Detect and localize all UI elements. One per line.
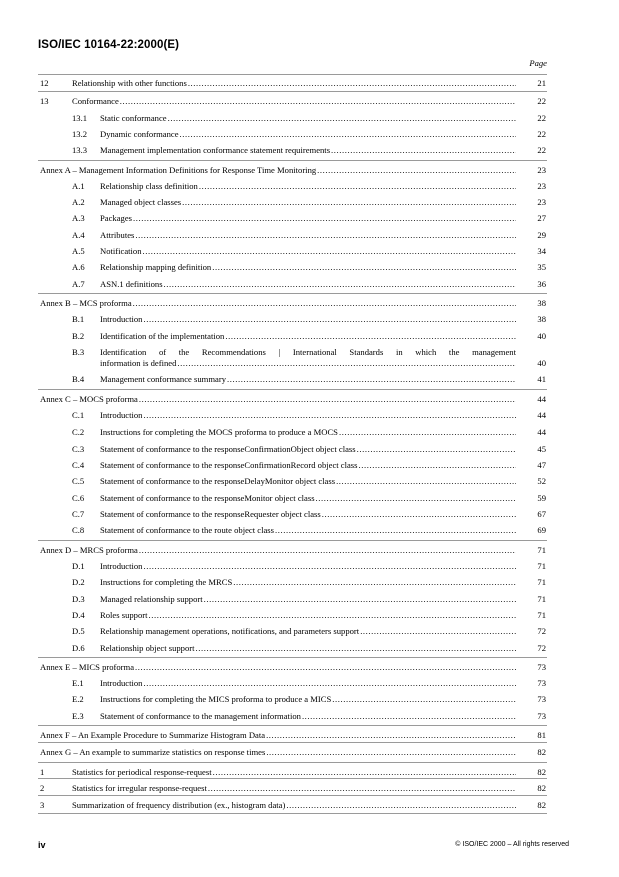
toc-entry-title: Introduction [100, 678, 143, 688]
toc-entry-page: 40 [537, 331, 546, 341]
toc-entry-page: 67 [537, 509, 546, 519]
toc-entry[interactable] [0, 246, 619, 257]
toc-entry-page: 71 [537, 610, 546, 620]
toc-entry[interactable] [0, 476, 619, 487]
dot-leader [164, 279, 516, 290]
toc-entry[interactable] [0, 145, 619, 156]
toc-entry-title: ASN.1 definitions [100, 279, 163, 289]
dot-leader [359, 460, 517, 471]
toc-entry[interactable] [0, 783, 619, 794]
dot-leader [143, 561, 516, 572]
toc-entry-page: 23 [537, 181, 546, 191]
toc-entry-title: Instructions for completing the MOCS proforma to produce a MOCS [100, 427, 338, 437]
toc-entry[interactable] [0, 678, 619, 689]
toc-entry-number: B.3 [72, 347, 85, 357]
section-divider [38, 74, 547, 75]
toc-entry-title: Relationship class definition [100, 181, 198, 191]
toc-entry-page: 44 [537, 410, 546, 420]
toc-entry-number: 13.3 [72, 145, 88, 155]
toc-entry[interactable] [0, 444, 619, 455]
toc-entry[interactable] [0, 374, 619, 385]
toc-entry-title: Statement of conformance to the route object class [100, 525, 274, 535]
page-column-label: Page [529, 58, 547, 68]
toc-entry-number: D.4 [72, 610, 85, 620]
toc-entry-page: 27 [537, 213, 546, 223]
toc-entry-page: 73 [537, 694, 546, 704]
dot-leader [286, 800, 516, 811]
toc-entry-number: A.6 [72, 262, 85, 272]
toc-entry-number: C.5 [72, 476, 85, 486]
toc-entry[interactable] [0, 129, 619, 140]
toc-entry[interactable] [0, 767, 619, 778]
toc-entry-title: Management implementation conformance statement requirements [100, 145, 331, 155]
section-divider [38, 657, 547, 658]
toc-entry[interactable] [0, 545, 619, 556]
section-divider [38, 160, 547, 161]
toc-entry[interactable] [0, 96, 619, 107]
toc-entry-page: 38 [537, 298, 546, 308]
toc-entry-number: B.1 [72, 314, 85, 324]
toc-entry-number: C.7 [72, 509, 85, 519]
toc-entry-page: 22 [537, 113, 546, 123]
dot-leader [168, 113, 516, 124]
toc-entry-page: 44 [537, 427, 546, 437]
toc-entry-number: 13.1 [72, 113, 88, 123]
toc-entry[interactable] [0, 711, 619, 722]
section-divider [38, 91, 547, 92]
toc-entry-number: 2 [40, 783, 45, 793]
toc-entry-title: Introduction [100, 410, 143, 420]
dot-leader [233, 577, 516, 588]
dot-leader [266, 747, 516, 758]
toc-entry-number: 12 [40, 78, 49, 88]
dot-leader [196, 643, 516, 654]
toc-entry-title: Notification [100, 246, 142, 256]
toc-entry[interactable] [0, 394, 619, 405]
toc-entry-page: 73 [537, 662, 546, 672]
toc-entry-page: 82 [537, 783, 546, 793]
toc-entry-title: Statement of conformance to the responseConfirmationObject object class [100, 444, 356, 454]
toc-entry-title: Management conformance summary [100, 374, 226, 384]
toc-entry-page: 45 [537, 444, 546, 454]
dot-leader [199, 181, 516, 192]
toc-entry-page: 29 [537, 230, 546, 240]
toc-entry-number: D.5 [72, 626, 85, 636]
toc-entry-number: B.2 [72, 331, 85, 341]
toc-entry-page: 44 [537, 394, 546, 404]
toc-entry-page: 71 [537, 577, 546, 587]
toc-entry-title: Conformance [72, 96, 119, 106]
toc-entry[interactable] [0, 747, 619, 758]
toc-entry[interactable] [0, 662, 619, 673]
toc-entry[interactable] [0, 493, 619, 504]
toc-entry-page: 82 [537, 747, 546, 757]
dot-leader [143, 246, 516, 257]
toc-entry-title: Relationship with other functions [72, 78, 187, 88]
toc-entry-number: C.6 [72, 493, 85, 503]
toc-entry-title: Statement of conformance to the responseMonitor object class [100, 493, 315, 503]
toc-entry-page: 35 [537, 262, 546, 272]
dot-leader [225, 331, 516, 342]
toc-entry-number: A.3 [72, 213, 85, 223]
dot-leader [133, 213, 516, 224]
toc-entry-title: Statistics for periodical response-request [72, 767, 212, 777]
toc-entry-number: C.4 [72, 460, 85, 470]
toc-entry-number: A.1 [72, 181, 85, 191]
dot-leader [143, 314, 516, 325]
dot-leader [177, 358, 516, 369]
toc-entry[interactable] [0, 279, 619, 290]
dot-leader [143, 410, 516, 421]
toc-entry[interactable] [0, 525, 619, 536]
toc-entry[interactable] [0, 230, 619, 241]
section-divider [38, 762, 547, 763]
dot-leader [322, 509, 516, 520]
dot-leader [208, 783, 516, 794]
toc-entry-title: Introduction [100, 561, 143, 571]
toc-entry-page: 73 [537, 678, 546, 688]
toc-entry-title: Annex A – Management Information Definitions for Response Time Monitoring [40, 165, 317, 175]
toc-entry[interactable] [0, 561, 619, 572]
toc-entry-title: Instructions for completing the MRCS [100, 577, 233, 587]
toc-entry-page: 81 [537, 730, 546, 740]
toc-entry-number: C.8 [72, 525, 85, 535]
dot-leader [302, 711, 516, 722]
toc-entry-page: 34 [537, 246, 546, 256]
dot-leader [212, 262, 516, 273]
toc-entry-page: 23 [537, 165, 546, 175]
dot-leader [331, 145, 516, 156]
toc-entry[interactable] [0, 800, 619, 811]
toc-entry-number: D.3 [72, 594, 85, 604]
toc-entry-title: Annex G – An example to summarize statistics on response times [40, 747, 266, 757]
toc-entry-page: 22 [537, 145, 546, 155]
section-divider [38, 813, 547, 814]
toc-entry-number: D.1 [72, 561, 85, 571]
toc-entry-number: D.6 [72, 643, 85, 653]
toc-entry[interactable] [0, 427, 619, 438]
toc-entry-title: Annex B – MCS proforma [40, 298, 132, 308]
dot-leader [360, 626, 516, 637]
toc-entry-number: 13.2 [72, 129, 88, 139]
toc-entry-number: C.3 [72, 444, 85, 454]
dot-leader [317, 165, 516, 176]
dot-leader [332, 694, 516, 705]
dot-leader [357, 444, 516, 455]
toc-entry[interactable] [0, 78, 619, 89]
dot-leader [336, 476, 516, 487]
toc-entry-title: Identification of the Recommendations | International Standards in which the management [100, 347, 516, 357]
dot-leader [316, 493, 516, 504]
toc-entry[interactable] [0, 643, 619, 654]
toc-entry-page: 22 [537, 96, 546, 106]
toc-entry-title: Annex E – MICS proforma [40, 662, 135, 672]
toc-entry-page: 23 [537, 197, 546, 207]
toc-entry-title: Statistics for irregular response-request [72, 783, 207, 793]
toc-entry[interactable] [0, 113, 619, 124]
dot-leader [143, 678, 516, 689]
toc-entry[interactable] [0, 509, 619, 520]
toc-entry-title: Managed relationship support [100, 594, 203, 604]
dot-leader [133, 298, 516, 309]
dot-leader [135, 230, 516, 241]
toc-entry-title: Relationship mapping definition [100, 262, 212, 272]
toc-entry-page: 82 [537, 767, 546, 777]
toc-entry-page: 38 [537, 314, 546, 324]
toc-entry-title: Summarization of frequency distribution (ex., histogram data) [72, 800, 286, 810]
toc-entry-title: Identification of the implementation [100, 331, 225, 341]
section-divider [38, 540, 547, 541]
toc-entry[interactable] [0, 298, 619, 309]
toc-entry[interactable] [0, 165, 619, 176]
toc-entry[interactable] [0, 410, 619, 421]
dot-leader [120, 96, 516, 107]
toc-entry-number: 13 [40, 96, 49, 106]
section-divider [38, 795, 547, 796]
dot-leader [180, 129, 516, 140]
toc-entry-number: A.5 [72, 246, 85, 256]
toc-entry-number: D.2 [72, 577, 85, 587]
dot-leader [182, 197, 516, 208]
toc-entry-title: Relationship management operations, notifications, and parameters support [100, 626, 360, 636]
dot-leader [266, 730, 516, 741]
toc-entry-title: Statement of conformance to the responseConfirmationRecord object class [100, 460, 358, 470]
toc-entry-title: Statement of conformance to the management information [100, 711, 301, 721]
toc-entry-page: 69 [537, 525, 546, 535]
toc-entry-number: E.1 [72, 678, 84, 688]
toc-entry-title: Annex C – MOCS proforma [40, 394, 138, 404]
toc-entry-page: 59 [537, 493, 546, 503]
toc-entry-number: A.4 [72, 230, 85, 240]
dot-leader [227, 374, 516, 385]
toc-entry[interactable] [0, 262, 619, 273]
toc-entry[interactable] [0, 213, 619, 224]
toc-entry-title: Annex F – An Example Procedure to Summarize Histogram Data [40, 730, 266, 740]
toc-entry[interactable] [0, 594, 619, 605]
dot-leader [213, 767, 516, 778]
footer-page-number: iv [38, 840, 46, 850]
toc-entry-title: Managed object classes [100, 197, 182, 207]
toc-entry-number: 1 [40, 767, 45, 777]
toc-entry-title: Introduction [100, 314, 143, 324]
toc-entry-title: Instructions for completing the MICS proforma to produce a MICS [100, 694, 332, 704]
toc-entry-title: Dynamic conformance [100, 129, 179, 139]
dot-leader [149, 610, 516, 621]
toc-entry-page: 71 [537, 561, 546, 571]
toc-entry-page: 72 [537, 626, 546, 636]
toc-entry-number: C.1 [72, 410, 85, 420]
toc-entry-number: 3 [40, 800, 45, 810]
toc-entry-title: Relationship object support [100, 643, 195, 653]
dot-leader [204, 594, 516, 605]
toc-entry[interactable] [0, 577, 619, 588]
toc-entry[interactable] [0, 181, 619, 192]
section-divider [38, 725, 547, 726]
toc-entry-page: 36 [537, 279, 546, 289]
toc-entry-page: 22 [537, 129, 546, 139]
toc-entry-title: Packages [100, 213, 132, 223]
dot-leader [339, 427, 516, 438]
section-divider [38, 778, 547, 779]
toc-entry[interactable] [0, 331, 619, 342]
toc-entry[interactable] [0, 626, 619, 637]
dot-leader [135, 662, 516, 673]
toc-entry-page: 71 [537, 545, 546, 555]
section-divider [38, 293, 547, 294]
toc-entry-number: A.2 [72, 197, 85, 207]
toc-entry-number: E.3 [72, 711, 84, 721]
toc-entry-number: A.7 [72, 279, 85, 289]
toc-entry[interactable] [0, 694, 619, 705]
toc-entry-page: 41 [537, 374, 546, 384]
toc-entry-title: Statement of conformance to the responseDelayMonitor object class [100, 476, 336, 486]
toc-entry[interactable] [0, 610, 619, 621]
dot-leader [139, 545, 516, 556]
toc-entry-title: Attributes [100, 230, 135, 240]
dot-leader [275, 525, 516, 536]
dot-leader [139, 394, 516, 405]
toc-entry[interactable] [0, 347, 619, 369]
document-id: ISO/IEC 10164-22:2000(E) [38, 39, 180, 51]
toc-entry-number: B.4 [72, 374, 85, 384]
toc-entry-page: 52 [537, 476, 546, 486]
toc-entry-title: Static conformance [100, 113, 167, 123]
section-divider [38, 742, 547, 743]
toc-entry-title: Roles support [100, 610, 148, 620]
toc-entry-title: Annex D – MRCS proforma [40, 545, 138, 555]
toc-entry-title: Statement of conformance to the responseRequester object class [100, 509, 321, 519]
toc-entry-page: 40 [537, 358, 546, 368]
toc-entry-page: 21 [537, 78, 546, 88]
toc-entry[interactable] [0, 460, 619, 471]
toc-entry[interactable] [0, 197, 619, 208]
toc-entry-number: C.2 [72, 427, 85, 437]
toc-entry-page: 71 [537, 594, 546, 604]
toc-entry-page: 82 [537, 800, 546, 810]
footer-copyright: © ISO/IEC 2000 – All rights reserved [455, 841, 569, 848]
dot-leader [188, 78, 516, 89]
toc-entry-number: E.2 [72, 694, 84, 704]
toc-entry-title-continued: information is defined [100, 358, 177, 368]
section-divider [38, 389, 547, 390]
toc-entry[interactable] [0, 730, 619, 741]
toc-entry-page: 47 [537, 460, 546, 470]
toc-entry[interactable] [0, 314, 619, 325]
toc-entry-page: 72 [537, 643, 546, 653]
toc-entry-page: 73 [537, 711, 546, 721]
